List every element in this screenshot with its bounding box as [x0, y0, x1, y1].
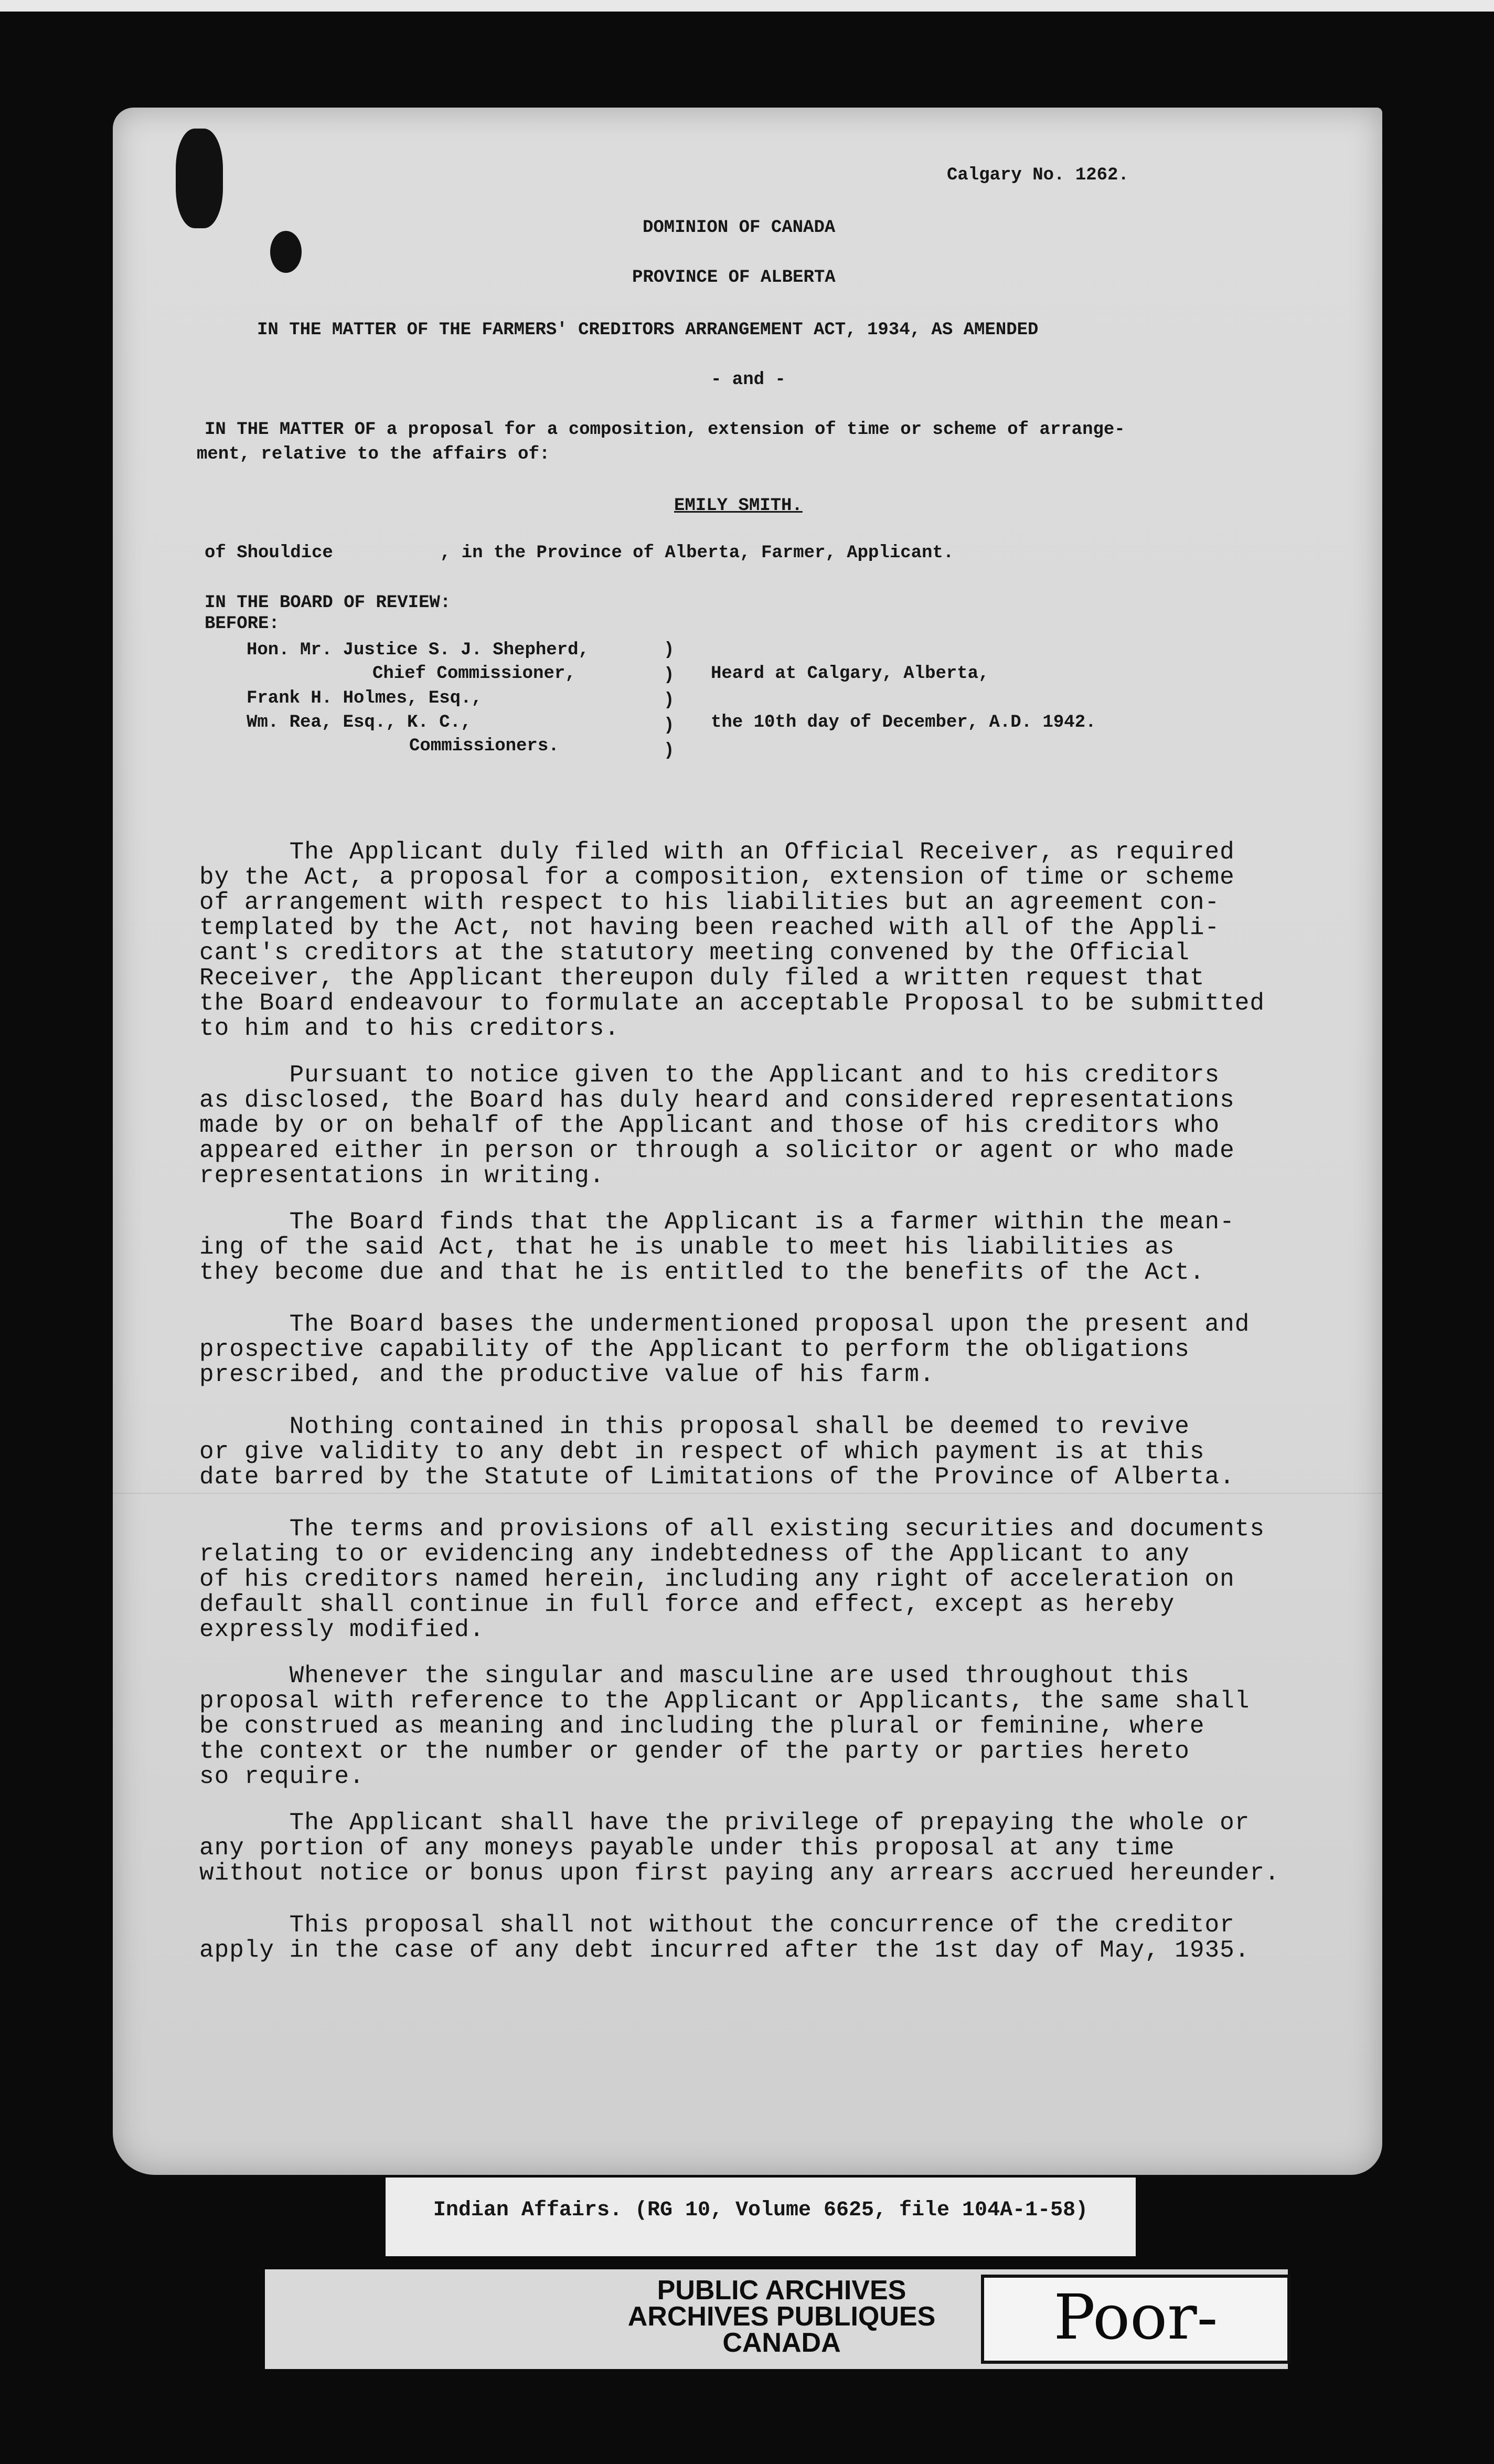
member-title-commissioners: Commissioners.: [409, 736, 559, 756]
board-title: IN THE BOARD OF REVIEW:: [205, 593, 451, 613]
ink-blot: [270, 231, 302, 273]
stamp-line-1: PUBLIC ARCHIVES: [657, 2275, 906, 2306]
paragraph-8: The Applicant shall have the privilege of prepaying the whole or any portion of any moneys payable under this proposal at any time without notice or bonus upon first paying any arrears accrued hereunder.: [199, 1809, 1280, 1887]
paragraph-1: The Applicant duly filed with an Official Receiver, as required by the Act, a proposal for a composition, extension of time or scheme of arrangement with respect to his liabilities but an agreement con- templated by the Act, not having been reached with all of the Appli- cant's creditors at the statutory meeting convened by the Official Receiver, the Applicant thereupon duly filed a written request that the Board endeavour to formulate an acceptable Proposal to be submitted to him and to his creditors.: [199, 838, 1265, 1042]
matter-proposal-line-1: IN THE MATTER OF a proposal for a composition, extension of time or scheme of arrange-: [205, 420, 1125, 440]
stamp-line-2: ARCHIVES PUBLIQUES: [627, 2301, 936, 2332]
heading-dominion: DOMINION OF CANADA: [643, 218, 836, 238]
heard-at: Heard at Calgary, Alberta,: [711, 664, 989, 684]
paragraph-6: The terms and provisions of all existing securities and documents relating to or evidencing any indebtedness of the Applicant to any of his creditors named herein, including any right of acceleration on default shall continue in full force and effect, except as hereby expressly modified.: [199, 1515, 1265, 1643]
applicant-location: of Shouldice , in the Province of Alberta, Farmer, Applicant.: [205, 543, 954, 563]
applicant-name: EMILY SMITH.: [674, 496, 803, 516]
archive-reference-label: [386, 2178, 1136, 2256]
paragraph-9: This proposal shall not without the concurrence of the creditor apply in the case of any debt incurred after the 1st day of May, 1935.: [199, 1911, 1250, 1964]
bracket: ) ) ) ) ): [664, 640, 675, 761]
member-shepherd: Hon. Mr. Justice S. J. Shepherd,: [247, 640, 589, 660]
member-holmes: Frank H. Holmes, Esq.,: [247, 688, 482, 708]
matter-act: IN THE MATTER OF THE FARMERS' CREDITORS ARRANGEMENT ACT, 1934, AS AMENDED: [257, 320, 1039, 340]
document-page: [113, 108, 1382, 2175]
and-separator: - and -: [711, 370, 786, 390]
matter-proposal-line-2: ment, relative to the affairs of:: [197, 444, 550, 464]
paragraph-5: Nothing contained in this proposal shall be deemed to revive or give validity to any debt in respect of which payment is at this date barred by the Statute of Limitations of the Province of Alberta.: [199, 1413, 1235, 1491]
before-label: BEFORE:: [205, 614, 280, 634]
film-edge: [0, 0, 1494, 12]
paragraph-7: Whenever the singular and masculine are used throughout this proposal with reference to the Applicant or Applicants, the same shall be construed as meaning and including the plural or feminine, where the context or the number or gender of the party or parties hereto so require.: [199, 1662, 1250, 1790]
archive-stamp: [588, 2277, 976, 2361]
heading-province: PROVINCE OF ALBERTA: [632, 268, 836, 288]
archive-reference-text: Indian Affairs. (RG 10, Volume 6625, file 104A-1-58): [433, 2199, 1089, 2222]
poor-copy-note: Poor-Copy: [981, 2275, 1290, 2364]
file-number: Calgary No. 1262.: [947, 165, 1129, 185]
torn-corner: [176, 129, 223, 228]
member-title-chief: Chief Commissioner,: [372, 664, 576, 684]
heard-date: the 10th day of December, A.D. 1942.: [711, 713, 1096, 732]
paragraph-4: The Board bases the undermentioned proposal upon the present and prospective capability of the Applicant to perform the obligations prescribed, and the productive value of his farm.: [199, 1311, 1250, 1388]
paragraph-2: Pursuant to notice given to the Applicant and to his creditors as disclosed, the Board has duly heard and considered representations made by or on behalf of the Applicant and those of his creditors who appeared either in person or through a solicitor or agent or who made representations in writing.: [199, 1061, 1235, 1189]
paragraph-3: The Board finds that the Applicant is a farmer within the mean- ing of the said Act, that he is unable to meet his liabilities as they become due and that he is entitled to the benefits of the Act.: [199, 1208, 1235, 1286]
member-rea: Wm. Rea, Esq., K. C.,: [247, 713, 472, 732]
page-fold: [113, 1493, 1382, 1494]
stamp-line-3: CANADA: [722, 2328, 841, 2358]
